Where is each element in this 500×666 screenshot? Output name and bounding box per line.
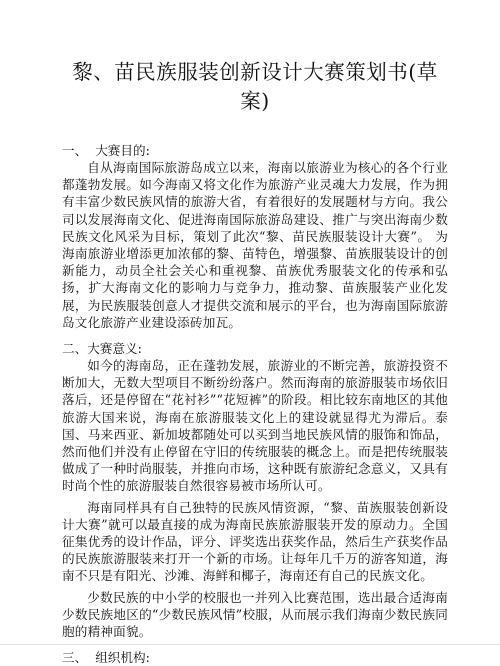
- paragraph-significance-3: 少数民族的中小学的校服也一并列入比赛范围，选出最合适海南少数民族地区的“少数民族风情”校服，从而展示我们海南少数民族同胞的精神面貌。: [62, 589, 448, 640]
- paragraph-significance-1: 如今的海南岛，正在蓬勃发展，旅游业的不断完善，旅游投资不断加大，无数大型项目不断纷纷落户。然而海南的旅游服装市场依旧落后，还是停留在“花衬衫”“花短裤”的阶段。相比较东南地区的其他旅游大国来说，海南在旅游服装文化上的建设就显得尤为滞后。泰国、马来西亚、新加坡都随处可以买到当地民族风情的服饰和饰品，然而他们并没有止停留在守旧的传统服装的概念上。而是把传统服装做成了一种时尚服装，并推向市场，这种既有旅游纪念意义，又具有时尚个性的旅游服装自然很容易被市场所认可。: [62, 358, 448, 494]
- section-organization: [62, 649, 448, 666]
- document-title: 黎、苗民族服装创新设计大赛策划书(草案): [72, 60, 438, 113]
- paragraph-significance-2: 海南同样具有自己独特的民族风情资源，“黎、苗族服装创新设计大赛”就可以最直接的成为海南民族旅游服装开发的原动力。全国征集优秀的设计作品，评分、评奖选出获奖作品，然后生产获奖作品的民族旅游服装来打开一个新的市场。让每年几千万的游客知道，海南不只是有阳光、沙滩、海鲜和椰子，海南还有自己的民族文化。: [62, 499, 448, 584]
- page-bottom-divider: [0, 644, 500, 645]
- section-significance: [62, 340, 448, 640]
- section-purpose: [62, 142, 448, 331]
- section-heading-organization: 三、 组织机构:: [62, 650, 150, 666]
- paragraph-purpose: 自从海南国际旅游岛成立以来，海南以旅游业为核心的各个行业都蓬勃发展。如今海南又将文化作为旅游产业灵魂大力发展，作为拥有丰富少数民族风情的旅游大省，有着很好的发展题材与方向。我公司以发展海南文化、促进海南国际旅游岛建设、推广与突出海南少数民族文化风采为目标，策划了此次“黎、苗民族服装设计大赛”。 为海南旅游业增添更加浓郁的黎、苗特色，增强黎、苗族服装设计的创新能力，动员全社会关心和重视黎、苗族优秀服装文化的传承和弘扬，扩大海南文化的影响力与竞争力，推动黎、苗族服装产业化发展，为民族服装创意人才提供交流和展示的平台，也为海南国际旅游岛文化旅游产业建设添砖加瓦。: [62, 160, 448, 330]
- section-heading-significance: 二、大赛意义:: [62, 341, 142, 357]
- section-heading-purpose: 一、 大赛目的:: [62, 143, 150, 158]
